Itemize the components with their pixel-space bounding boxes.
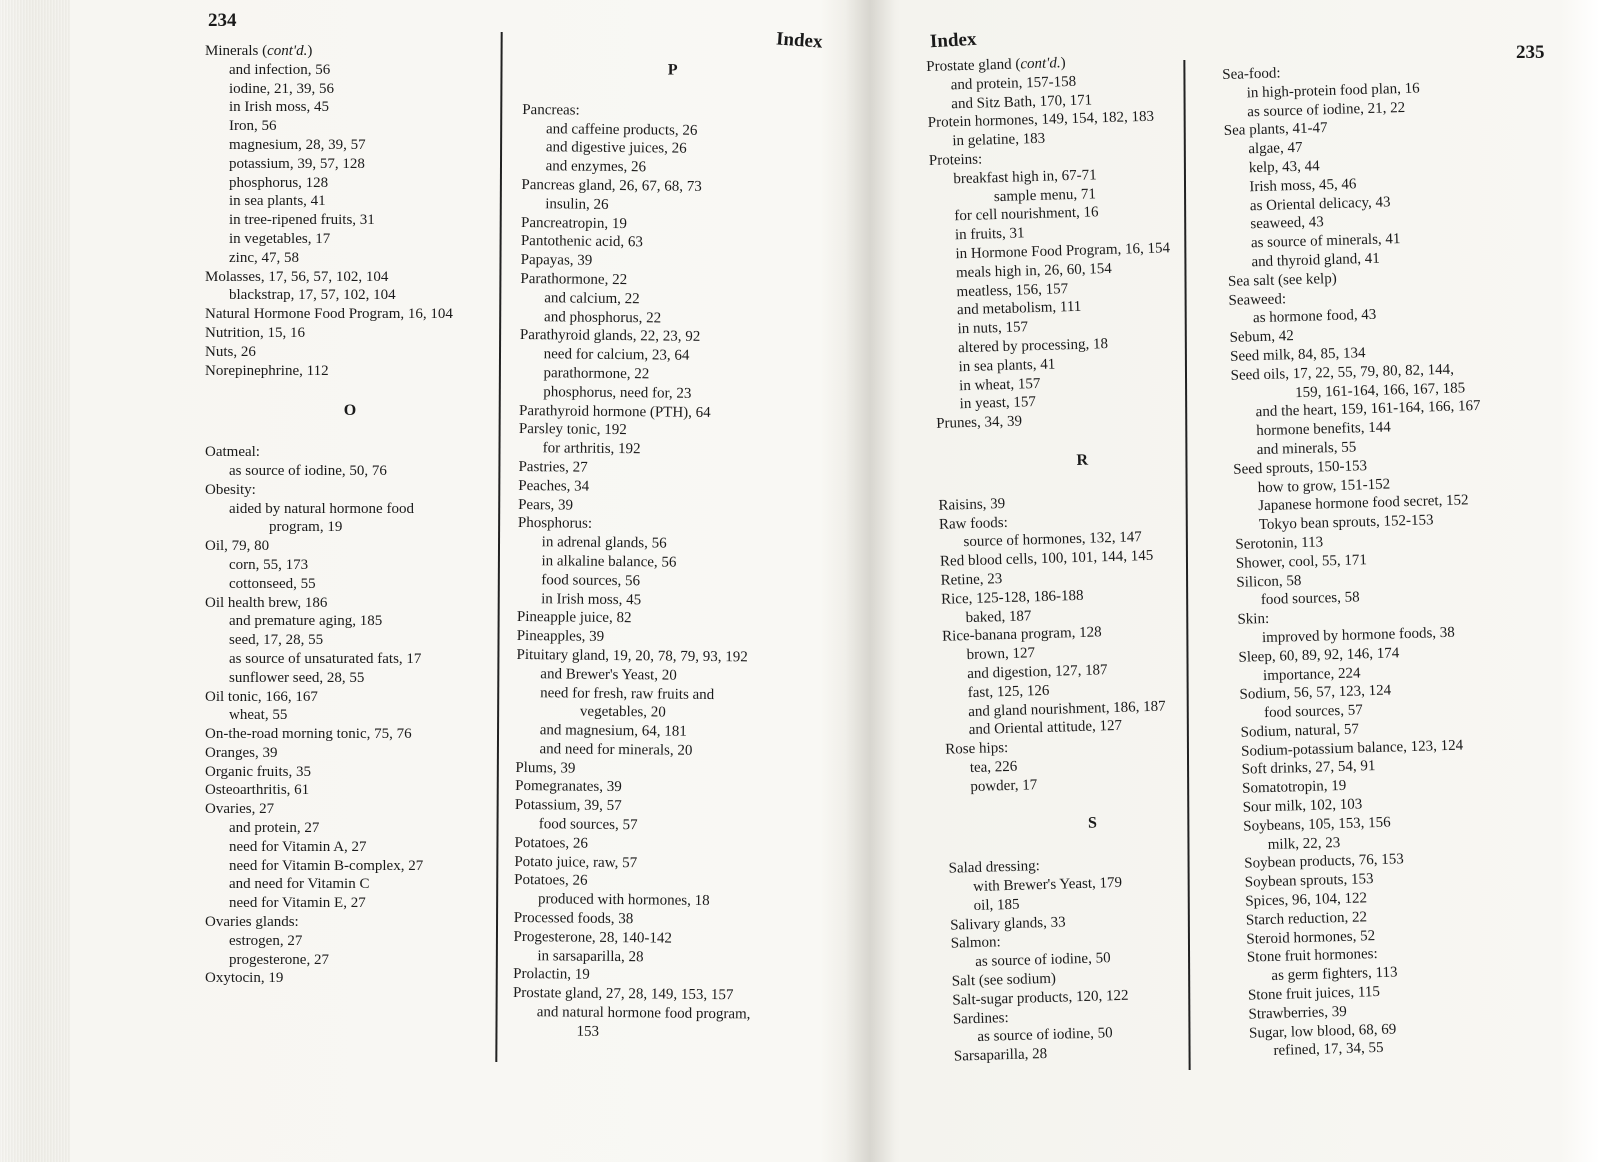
entry-text: Pancreas gland, 26, 67, 68, 73 [521, 176, 702, 195]
entry-text: Tokyo bean sprouts, 152-153 [1258, 512, 1434, 534]
entry-text: Skin: [1237, 611, 1270, 628]
entry-text: Raisins, 39 [938, 495, 1006, 514]
entry-text: Soft drinks, 27, 54, 91 [1241, 758, 1376, 779]
index-entry [205, 481, 495, 500]
index-entry [205, 594, 495, 613]
entry-text: Plums, 39 [515, 759, 576, 777]
entry-text: and protein, 157-158 [950, 73, 1077, 94]
entry-text: and phosphorus, 22 [543, 308, 662, 327]
entry-text: Oatmeal: [205, 444, 260, 461]
index-subentry [205, 631, 495, 650]
entry-text: Salt-sugar products, 120, 122 [952, 987, 1129, 1009]
index-entry [205, 362, 495, 381]
entry-text: refined, 17, 34, 55 [1273, 1040, 1384, 1060]
entry-text: Seaweed: [1228, 290, 1287, 309]
entry-text: as Oriental delicacy, 43 [1249, 193, 1391, 214]
entry-text: magnesium, 28, 39, 57 [229, 136, 366, 153]
entry-text: need for calcium, 23, 64 [543, 346, 690, 364]
entry-text: altered by processing, 18 [957, 335, 1109, 357]
entry-text: and infection, 56 [229, 61, 331, 78]
entry-text: Salmon: [950, 934, 1001, 953]
index-subentry [205, 706, 495, 725]
entry-text: seaweed, 43 [1250, 214, 1324, 233]
entry-text: Pomegranates, 39 [515, 778, 622, 796]
entry-text: brown, 127 [966, 645, 1036, 664]
index-entry [205, 913, 495, 932]
index-subentry [205, 249, 495, 268]
entry-text: Obesity: [205, 481, 256, 498]
entry-text: Soybean sprouts, 153 [1244, 871, 1374, 891]
index-subentry [205, 951, 495, 970]
entry-text: Serotonin, 113 [1235, 534, 1324, 553]
entry-text: Phosphorus: [517, 515, 593, 533]
entry-text: parathormone, 22 [543, 365, 650, 383]
entry-text: Ovaries, 27 [205, 801, 275, 818]
entry-text: need for Vitamin A, 27 [229, 838, 367, 855]
entry-text: Norepinephrine, 112 [205, 362, 329, 379]
entry-text: Stone fruit hormones: [1246, 946, 1378, 967]
entry-italic: cont'd. [267, 43, 308, 59]
entry-text: progesterone, 27 [229, 951, 329, 968]
entry-text: food sources, 58 [1260, 589, 1360, 609]
entry-text: Processed foods, 38 [513, 910, 634, 928]
index-subentry [516, 683, 816, 705]
entry-text: and the heart, 159, 161-164, 166, 167 [1255, 398, 1481, 421]
entry-text: Pears, 39 [518, 496, 574, 514]
entry-text: and Oriental attitude, 127 [968, 718, 1123, 739]
index-entry [205, 969, 495, 988]
entry-text: and Brewer's Yeast, 20 [540, 665, 677, 684]
entry-text: breakfast high in, 67-71 [953, 167, 1097, 188]
entry-text: phosphorus, need for, 23 [543, 383, 692, 402]
entry-text: need for fresh, raw fruits and [540, 684, 715, 703]
entry-text: Salt (see sodium) [951, 970, 1057, 990]
entry-text: and magnesium, 64, 181 [539, 722, 687, 740]
index-subentry [205, 192, 495, 211]
entry-text: tea, 226 [969, 758, 1018, 776]
entry-text: as source of unsaturated fats, 17 [229, 650, 422, 667]
entry-text: Sebum, 42 [1229, 328, 1294, 347]
entry-text: how to grow, 151-152 [1257, 476, 1391, 496]
entry-text: iodine, 21, 39, 56 [229, 80, 334, 97]
column-rule [495, 32, 502, 1062]
entry-text: Protein hormones, 149, 154, 182, 183 [927, 109, 1155, 132]
entry-text: in fruits, 31 [954, 225, 1025, 244]
entry-text: Potato juice, raw, 57 [514, 853, 638, 871]
entry-text: fast, 125, 126 [967, 682, 1050, 701]
entry-text: and metabolism, 111 [956, 299, 1082, 319]
entry-text: Oxytocin, 19 [205, 970, 284, 987]
index-entry [518, 477, 818, 499]
index-entry [205, 688, 495, 707]
index-letter-heading: S [1087, 815, 1098, 833]
index-column-right-1 [926, 50, 1244, 1067]
entry-text: Rice-banana program, 128 [941, 624, 1102, 646]
entry-text: Pantothenic acid, 63 [520, 233, 644, 251]
entry-text: Strawberries, 39 [1248, 1003, 1347, 1023]
index-subentry [517, 571, 817, 593]
entry-text: Proteins: [928, 151, 983, 169]
entry-text: Prolactin, 19 [513, 966, 590, 984]
entry-text: aided by natural hormone food [229, 500, 414, 517]
entry-text: cottonseed, 55 [229, 575, 316, 592]
entry-text: food sources, 56 [541, 571, 641, 589]
index-letter-heading: R [1076, 451, 1089, 469]
index-subentry [205, 819, 495, 838]
entry-text: Starch reduction, 22 [1245, 909, 1368, 929]
index-subentry [205, 462, 495, 481]
index-subentry [205, 932, 495, 951]
entry-text: Potatoes, 26 [514, 834, 588, 852]
index-subentry [513, 1003, 813, 1025]
entry-text: in gelatine, 183 [952, 130, 1046, 150]
entry-text: Sleep, 60, 89, 92, 146, 174 [1238, 644, 1400, 666]
entry-text: Papayas, 39 [520, 252, 593, 269]
index-entry [522, 101, 822, 123]
entry-text: Somatotropin, 19 [1241, 778, 1347, 797]
entry-text: and digestive juices, 26 [545, 139, 687, 158]
entry-text: milk, 22, 23 [1267, 834, 1341, 853]
entry-text: seed, 17, 28, 55 [229, 632, 324, 649]
index-entry [205, 800, 495, 819]
index-subentry [519, 383, 819, 405]
entry-text: Pineapple juice, 82 [516, 609, 632, 627]
entry-text: and protein, 27 [229, 820, 320, 837]
entry-text: baked, 187 [965, 607, 1032, 626]
index-subentry [513, 1022, 813, 1044]
entry-text: Seed milk, 84, 85, 134 [1229, 345, 1366, 365]
entry-text: Parathyroid glands, 22, 23, 92 [519, 327, 701, 346]
entry-text: Pancreas: [522, 101, 580, 119]
entry-text: produced with hormones, 18 [537, 891, 710, 910]
index-subentry [205, 518, 495, 537]
entry-text: and enzymes, 26 [545, 158, 647, 176]
entry-text: Soybeans, 105, 153, 156 [1243, 814, 1391, 835]
entry-text: and thyroid gland, 41 [1251, 250, 1380, 271]
index-column-right-2 [1222, 57, 1590, 1062]
index-entry [205, 763, 495, 782]
entry-text: as source of iodine, 50, 76 [229, 462, 387, 479]
entry-text: Soybean products, 76, 153 [1244, 851, 1405, 873]
index-entry [205, 268, 495, 287]
entry-text: zinc, 47, 58 [229, 249, 299, 266]
entry-text-suffix: ) [1060, 55, 1066, 72]
entry-text: powder, 17 [970, 776, 1038, 795]
entry-text: and natural hormone food program, [536, 1004, 751, 1023]
index-subentry [205, 650, 495, 669]
index-letter-heading: O [343, 402, 357, 420]
entry-text: Osteoarthritis, 61 [205, 782, 310, 799]
entry-text: food sources, 57 [538, 816, 638, 834]
entry-text: in Irish moss, 45 [541, 590, 642, 608]
entry-text: Sugar, low blood, 68, 69 [1248, 1021, 1397, 1042]
entry-text: Irish moss, 45, 46 [1249, 176, 1357, 196]
entry-text: Parsley tonic, 192 [518, 421, 627, 439]
entry-text: in adrenal glands, 56 [541, 534, 667, 552]
entry-text: oil, 185 [973, 896, 1020, 914]
entry-text: sunflower seed, 28, 55 [229, 669, 365, 686]
index-subentry [205, 98, 495, 117]
entry-text: in Hormone Food Program, 16, 154 [955, 240, 1171, 263]
entry-text: Oil health brew, 186 [205, 594, 328, 611]
entry-text: in wheat, 157 [958, 375, 1041, 394]
entry-text: Shower, cool, 55, 171 [1235, 551, 1368, 572]
entry-text: and Sitz Bath, 170, 171 [951, 91, 1093, 112]
index-subentry [516, 665, 816, 687]
index-subentry [205, 155, 495, 174]
entry-text: program, 19 [269, 519, 343, 536]
index-entry [205, 725, 495, 744]
index-subentry [205, 838, 495, 857]
entry-text: potassium, 39, 57, 128 [229, 155, 365, 172]
index-subentry [205, 174, 495, 193]
entry-text: Salad dressing: [948, 858, 1041, 877]
entry-text: algae, 47 [1248, 139, 1303, 158]
entry-text: in high-protein food plan, 16 [1246, 80, 1420, 102]
entry-text: Oranges, 39 [205, 744, 278, 761]
entry-text: corn, 55, 173 [229, 556, 309, 573]
entry-text: Seed oils, 17, 22, 55, 79, 80, 82, 144, [1230, 361, 1455, 384]
entry-text: Rose hips: [945, 740, 1009, 758]
entry-text: Raw foods: [938, 514, 1008, 533]
entry-text: Seed sprouts, 150-153 [1233, 457, 1368, 478]
entry-text: Parathormone, 22 [520, 270, 628, 289]
entry-text: in sarsaparilla, 28 [537, 947, 644, 965]
entry-text: estrogen, 27 [229, 932, 303, 949]
entry-text: kelp, 43, 44 [1248, 158, 1320, 177]
entry-text: Red blood cells, 100, 101, 144, 145 [939, 547, 1154, 570]
entry-text: need for Vitamin E, 27 [229, 895, 366, 912]
index-subentry [520, 289, 820, 311]
entry-text: Sarsaparilla, 28 [953, 1046, 1048, 1065]
entry-text: in Irish moss, 45 [229, 99, 330, 116]
index-subentry [205, 556, 495, 575]
entry-text: and need for minerals, 20 [539, 741, 693, 759]
entry-text: for cell nourishment, 16 [954, 204, 1099, 225]
entry-text: Molasses, 17, 56, 57, 102, 104 [205, 268, 389, 285]
entry-text: in alkaline balance, 56 [541, 553, 677, 571]
entry-text: as hormone food, 43 [1252, 307, 1377, 327]
index-subentry [521, 195, 821, 217]
right-running-head: Index [929, 28, 977, 53]
entry-text: in sea plants, 41 [229, 193, 326, 210]
index-subentry [205, 80, 495, 99]
entry-text: meals high in, 26, 60, 154 [955, 260, 1113, 282]
entry-text: Potassium, 39, 57 [514, 797, 622, 815]
index-subentry [205, 612, 495, 631]
entry-text: Iron, 56 [229, 118, 277, 135]
entry-text: phosphorus, 128 [229, 174, 329, 191]
entry-text: Retine, 23 [940, 570, 1003, 589]
index-subentry [205, 286, 495, 305]
entry-text: Pineapples, 39 [516, 628, 605, 645]
entry-text: meatless, 156, 157 [956, 280, 1069, 300]
entry-text: 153 [576, 1023, 600, 1040]
index-entry [205, 443, 495, 462]
entry-text: Prostate gland ( [926, 56, 1021, 75]
entry-text: in tree-ripened fruits, 31 [229, 212, 375, 229]
entry-text: Progesterone, 28, 140-142 [513, 928, 672, 947]
entry-text: and digestion, 127, 187 [966, 662, 1108, 682]
entry-text: and gland nourishment, 186, 187 [968, 698, 1166, 720]
entry-text: in sea plants, 41 [958, 356, 1056, 375]
entry-text: Sour milk, 102, 103 [1242, 796, 1363, 816]
entry-text: Spices, 96, 104, 122 [1245, 890, 1368, 910]
entry-text: as source of minerals, 41 [1250, 231, 1401, 252]
left-running-head: Index [775, 28, 824, 53]
entry-text: Nuts, 26 [205, 343, 256, 360]
index-entry [205, 537, 495, 556]
entry-text: Oil, 79, 80 [205, 538, 270, 555]
entry-text: and calcium, 22 [544, 290, 640, 308]
entry-text: 159, 161-164, 166, 167, 185 [1294, 379, 1466, 401]
entry-text: Oil tonic, 166, 167 [205, 688, 318, 705]
entry-text: Rice, 125-128, 186-188 [940, 587, 1084, 608]
entry-text: and caffeine products, 26 [545, 120, 698, 139]
index-entry [205, 305, 495, 324]
entry-text: with Brewer's Yeast, 179 [972, 874, 1123, 896]
entry-text: Sea-food: [1222, 65, 1281, 83]
index-subentry [205, 230, 495, 249]
entry-text: and minerals, 55 [1256, 439, 1357, 459]
index-subentry [205, 136, 495, 155]
entry-text: as source of iodine, 50 [977, 1025, 1113, 1046]
right-page-number: 235 [1516, 42, 1545, 63]
entry-text: Prostate gland, 27, 28, 149, 153, 157 [512, 985, 734, 1004]
entry-text: in yeast, 157 [959, 394, 1037, 413]
index-entry [205, 324, 495, 343]
entry-text: for arthritis, 192 [542, 440, 641, 458]
entry-text: Pituitary gland, 19, 20, 78, 79, 93, 192 [516, 646, 748, 666]
index-column-left-1 [205, 42, 495, 988]
entry-text: Steroid hormones, 52 [1246, 927, 1376, 948]
entry-text: Sodium, natural, 57 [1240, 721, 1360, 741]
entry-text: improved by hormone foods, 38 [1261, 624, 1456, 647]
entry-text: in nuts, 157 [957, 319, 1029, 338]
entry-text: need for Vitamin B-complex, 27 [229, 857, 424, 874]
entry-text: Salivary glands, 33 [950, 914, 1066, 934]
index-subentry [205, 211, 495, 230]
right-page [880, 0, 1600, 1162]
entry-text: Minerals ( [205, 43, 268, 59]
entry-text: and premature aging, 185 [229, 613, 383, 630]
index-entry [205, 343, 495, 362]
entry-text: as source of iodine, 50 [975, 950, 1111, 971]
entry-italic: cont'd. [1020, 55, 1061, 73]
entry-text: Sodium, 56, 57, 123, 124 [1239, 682, 1392, 704]
entry-text: blackstrap, 17, 57, 102, 104 [229, 287, 396, 304]
entry-text: vegetables, 20 [579, 703, 666, 721]
entry-text: Natural Hormone Food Program, 16, 104 [205, 306, 453, 323]
entry-text: Pastries, 27 [518, 458, 588, 476]
entry-text: food sources, 57 [1263, 702, 1364, 722]
index-subentry [205, 894, 495, 913]
index-subentry [205, 875, 495, 894]
index-entry [205, 781, 495, 800]
index-column-left-2 [513, 38, 823, 1044]
entry-text: as source of iodine, 21, 22 [1247, 99, 1406, 120]
index-subentry [205, 61, 495, 80]
entry-text: hormone benefits, 144 [1255, 419, 1391, 440]
index-entry [205, 42, 495, 61]
index-subentry [205, 669, 495, 688]
entry-text-suffix: ) [307, 43, 313, 59]
entry-text: Prunes, 34, 39 [935, 413, 1023, 432]
entry-text: source of hormones, 132, 147 [963, 529, 1143, 551]
index-subentry [205, 500, 495, 519]
entry-text: Ovaries glands: [205, 914, 299, 931]
entry-text: Sardines: [952, 1009, 1009, 1028]
entry-text: and need for Vitamin C [229, 876, 370, 893]
entry-text: as germ fighters, 113 [1271, 964, 1398, 985]
entry-text: Organic fruits, 35 [205, 763, 311, 780]
entry-text: Parathyroid hormone (PTH), 64 [519, 402, 711, 421]
entry-text: Japanese hormone food secret, 152 [1258, 492, 1469, 515]
entry-text: Peaches, 34 [518, 477, 590, 495]
entry-text: Nutrition, 15, 16 [205, 324, 305, 341]
entry-text: Pancreatropin, 19 [520, 214, 627, 232]
entry-text: Sea plants, 41-47 [1223, 120, 1328, 140]
entry-text: sample menu, 71 [993, 185, 1097, 205]
entry-text: On-the-road morning tonic, 75, 76 [205, 726, 412, 743]
entry-text: importance, 224 [1262, 664, 1361, 684]
index-entry [205, 744, 495, 763]
index-subentry [205, 857, 495, 876]
index-subentry [205, 117, 495, 136]
entry-text: Sea salt (see kelp) [1227, 270, 1337, 290]
entry-text: in vegetables, 17 [229, 230, 331, 247]
entry-text: Silicon, 58 [1236, 572, 1302, 591]
entry-text: Sodium-potassium balance, 123, 124 [1240, 737, 1464, 760]
entry-text: insulin, 26 [545, 196, 609, 213]
index-subentry [205, 575, 495, 594]
entry-text: Stone fruit juices, 115 [1247, 984, 1381, 1004]
entry-text: wheat, 55 [229, 707, 288, 724]
entry-text: Potatoes, 26 [514, 872, 588, 890]
left-page-number: 234 [208, 10, 237, 31]
index-letter-heading: P [667, 61, 678, 79]
